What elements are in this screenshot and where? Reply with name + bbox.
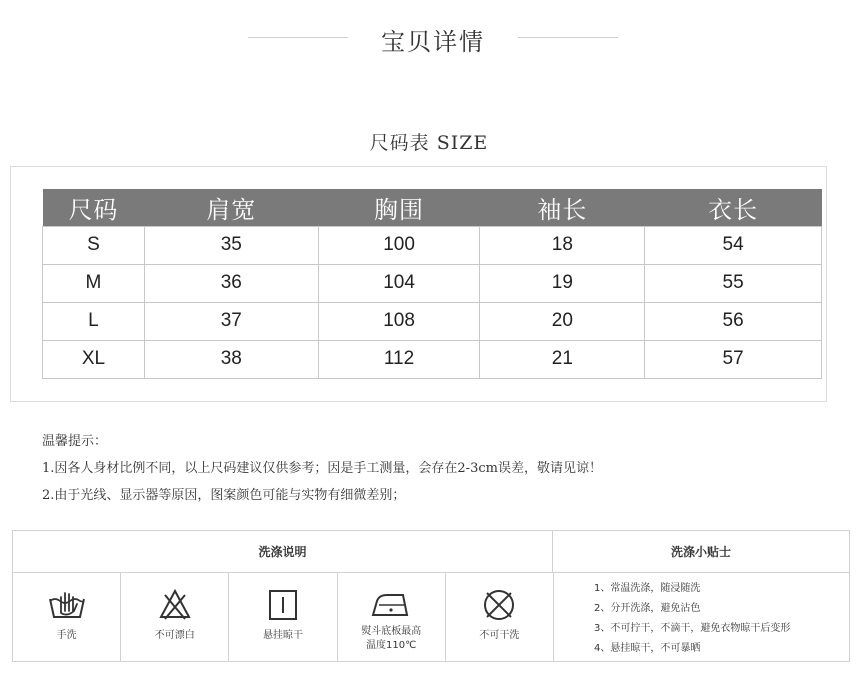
cell-chest: 108 (318, 302, 480, 340)
care-label: 不可干洗 (479, 630, 520, 641)
no-dry-clean-icon (479, 587, 519, 623)
care-cell-iron (338, 573, 446, 661)
care-cell-hang-dry (229, 573, 337, 661)
wash-tips-list (553, 573, 849, 661)
size-chart-title: 尺码表 SIZE (369, 132, 489, 154)
wash-tip-item: 4、悬挂晾干，不可暴晒 (594, 643, 701, 654)
care-label: 手洗 (56, 630, 77, 641)
iron-icon (369, 587, 413, 623)
table-row (43, 264, 822, 302)
no-bleach-icon (155, 587, 195, 623)
header-divider-left (248, 37, 348, 38)
wash-tip-item: 2、分开洗涤，避免沾色 (594, 603, 701, 614)
tips-heading: 温馨提示： (42, 434, 108, 449)
tip-item-2: 2.由于光线、显示器等原因，图案颜色可能与实物有细微差别； (42, 488, 406, 503)
table-row (43, 340, 822, 378)
header-chest: 胸围 (318, 189, 480, 226)
hand-wash-icon (47, 587, 87, 623)
cell-size: XL (43, 340, 145, 378)
cell-shoulder: 35 (144, 226, 318, 264)
cell-chest: 100 (318, 226, 480, 264)
cell-shoulder: 36 (144, 264, 318, 302)
cell-size: M (43, 264, 145, 302)
care-cell-no-dry-clean (446, 573, 553, 661)
cell-length: 54 (645, 226, 822, 264)
wash-tips-heading: 洗涤小贴士 (553, 531, 849, 573)
size-table (42, 189, 822, 379)
cell-sleeve: 19 (480, 264, 645, 302)
header-size: 尺码 (43, 189, 145, 226)
cell-sleeve: 21 (480, 340, 645, 378)
page-header (0, 18, 858, 58)
care-cell-no-bleach (121, 573, 229, 661)
care-label: 熨斗底板最高 (361, 626, 422, 637)
cell-sleeve: 20 (480, 302, 645, 340)
care-panel (12, 530, 850, 662)
cell-sleeve: 18 (480, 226, 645, 264)
wash-tip-item: 1、常温洗涤，随浸随洗 (594, 583, 701, 594)
care-cell-hand-wash (13, 573, 121, 661)
header-sleeve: 袖长 (480, 189, 645, 226)
page-title: 宝贝详情 (381, 28, 485, 56)
wash-tip-item: 3、不可拧干，不滴干，避免衣物晾干后变形 (594, 623, 791, 634)
cell-shoulder: 37 (144, 302, 318, 340)
cell-size: S (43, 226, 145, 264)
care-label: 不可漂白 (154, 630, 195, 641)
care-label: 悬挂晾干 (263, 630, 303, 641)
table-row (43, 226, 822, 264)
cell-chest: 104 (318, 264, 480, 302)
table-row (43, 302, 822, 340)
hang-dry-icon (263, 587, 303, 623)
cell-length: 57 (645, 340, 822, 378)
cell-shoulder: 38 (144, 340, 318, 378)
header-divider-right (518, 37, 618, 38)
size-table-header-row (43, 189, 822, 226)
care-icons-row (13, 573, 553, 661)
header-shoulder: 肩宽 (144, 189, 318, 226)
care-label-secondary: 温度110℃ (366, 640, 417, 651)
header-length: 衣长 (645, 189, 822, 226)
tips-section (42, 428, 802, 509)
cell-length: 55 (645, 264, 822, 302)
cell-length: 56 (645, 302, 822, 340)
tip-item-1: 1.因各人身材比例不同，以上尺码建议仅供参考；因是手工测量，会存在2-3cm误差，敬请见谅！ (42, 461, 602, 476)
cell-chest: 112 (318, 340, 480, 378)
wash-instructions-heading: 洗涤说明 (13, 531, 553, 573)
cell-size: L (43, 302, 145, 340)
